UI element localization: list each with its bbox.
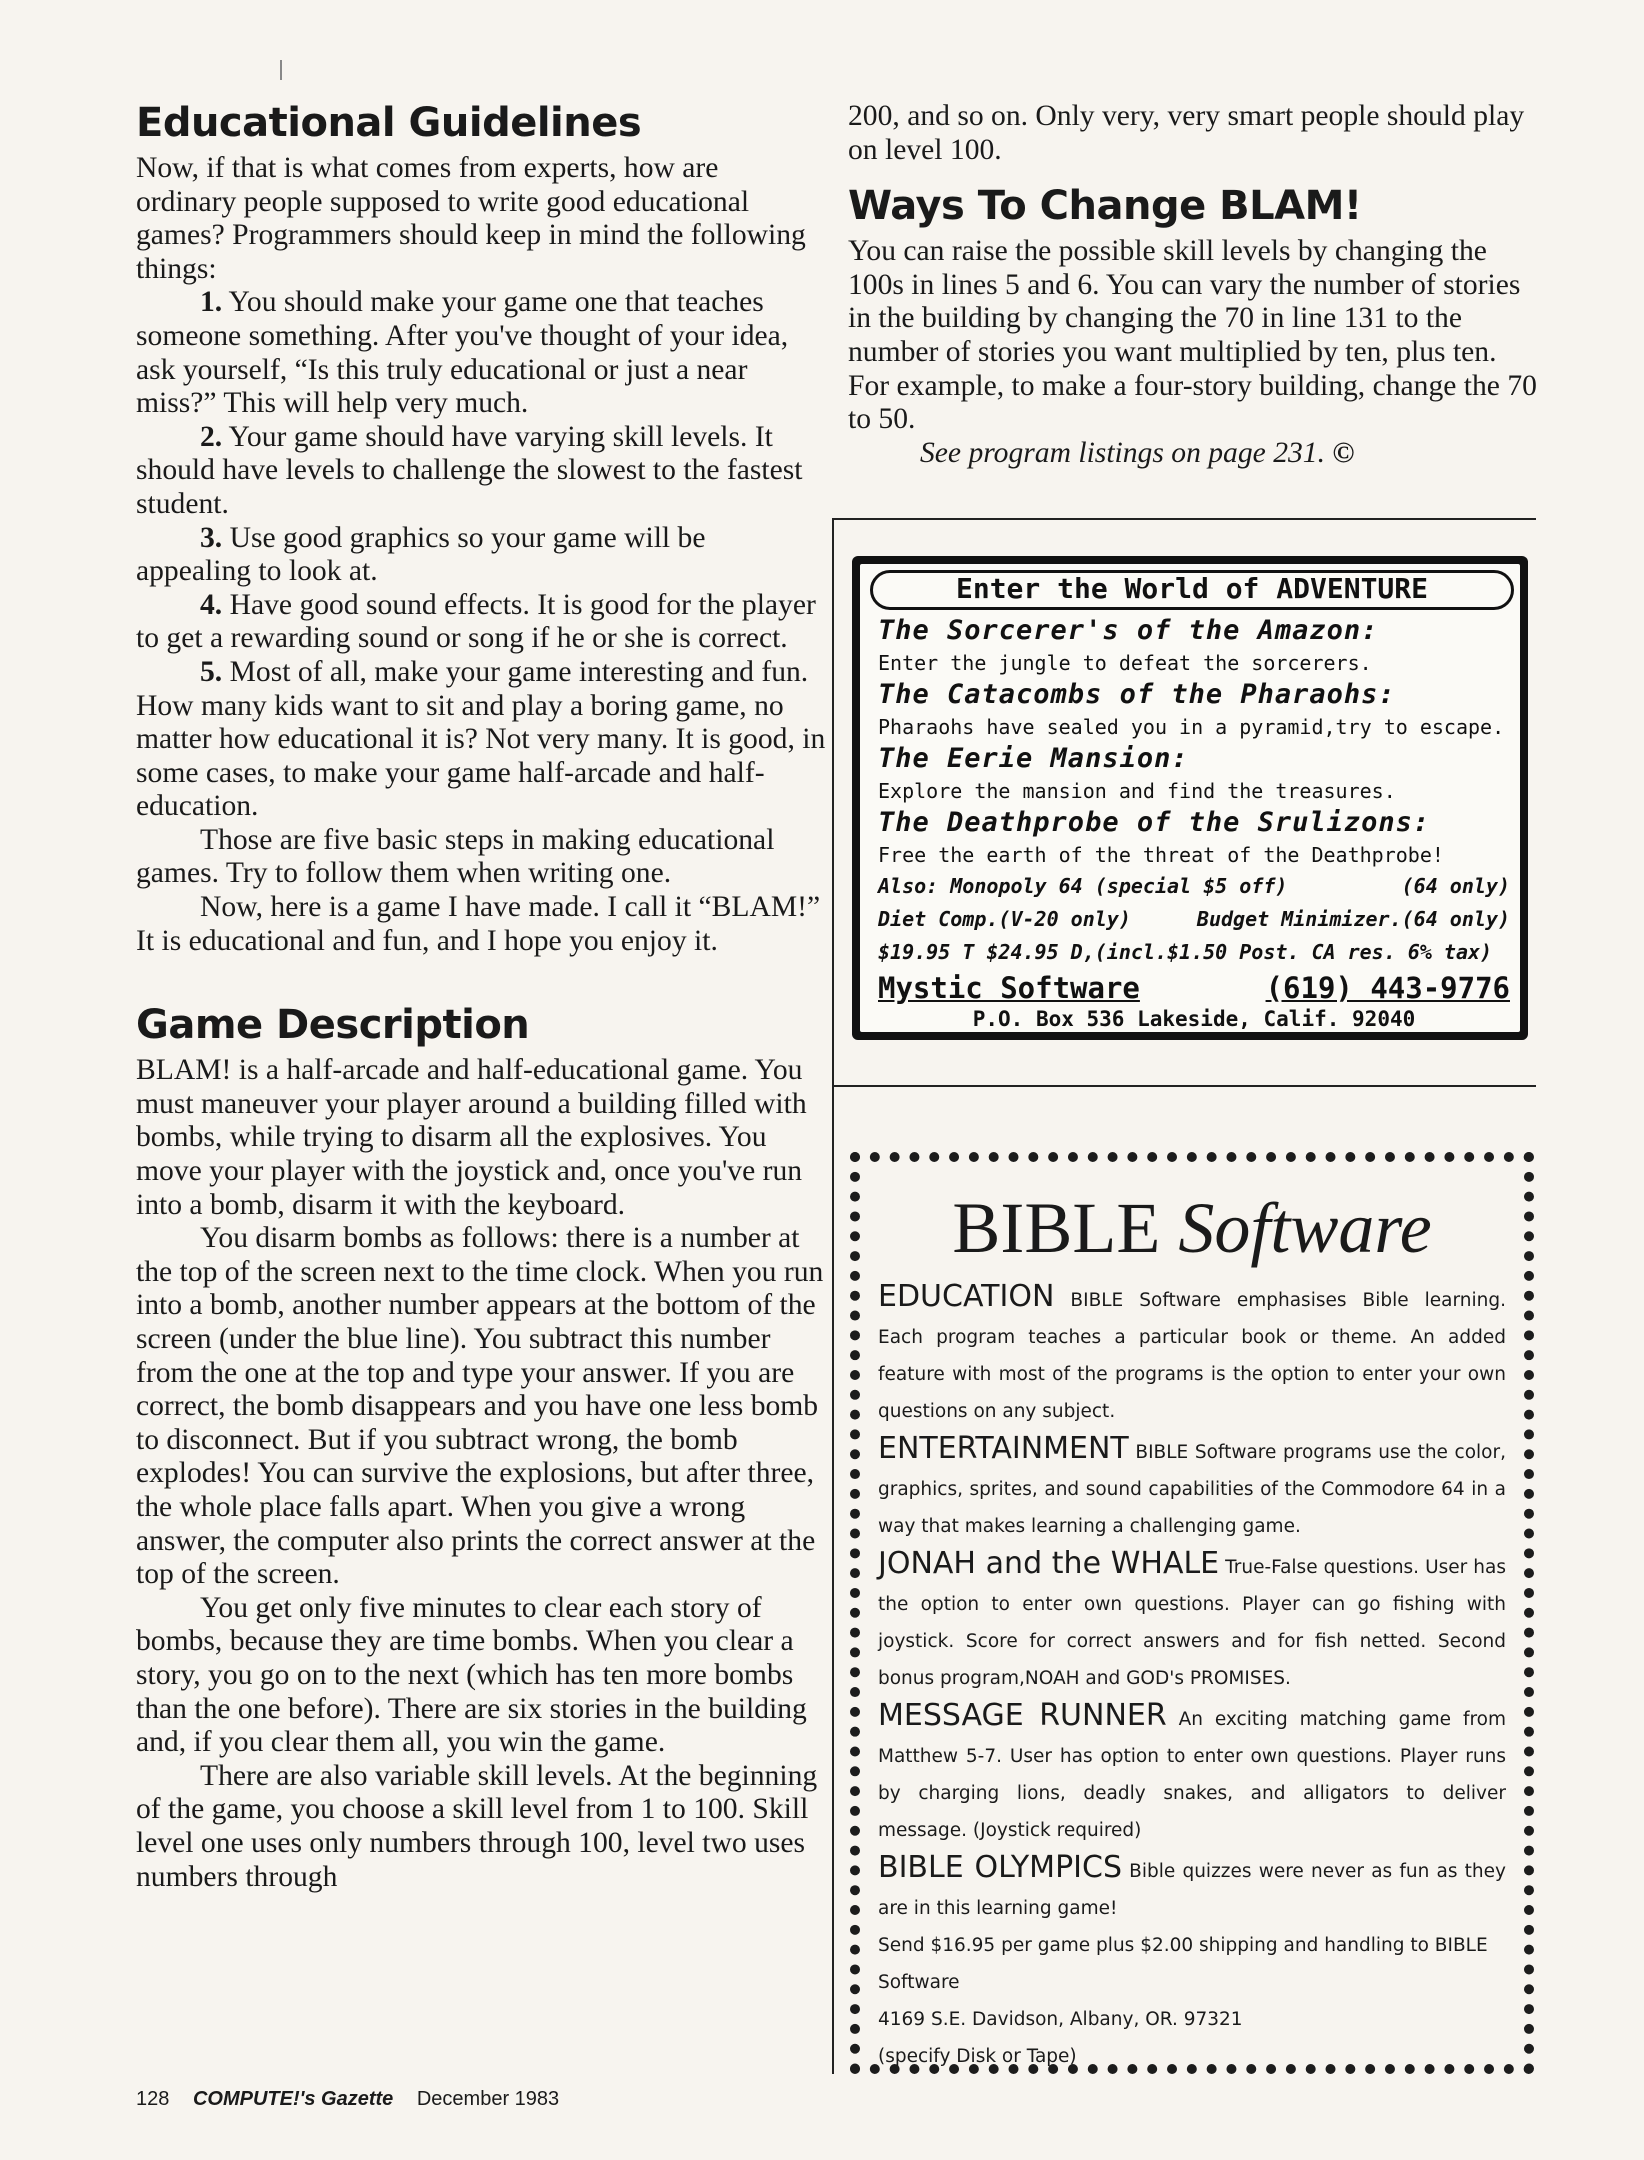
bible-section (878, 1430, 1506, 1545)
bible-section (878, 1278, 1506, 1430)
list-item (136, 286, 826, 420)
also-right: Budget Minimizer.(64 only) (1196, 907, 1510, 931)
game-title: The Sorcerer's of the Amazon: (878, 615, 1379, 646)
list-number: 1. (200, 286, 223, 319)
company-name: Mystic Software (878, 971, 1140, 1005)
game-title: The Eerie Mansion: (878, 743, 1189, 774)
list-text: Your game should have varying skill levels. It should have levels to challenge the slowest to the fastest student. (136, 420, 803, 520)
section-head: MESSAGE RUNNER (878, 1698, 1167, 1733)
right-column (848, 100, 1538, 470)
heading-educational-guidelines: Educational Guidelines (136, 100, 642, 146)
bible-title-a: BIBLE (952, 1188, 1161, 1268)
game-title: The Deathprobe of the Srulizons: (878, 807, 1431, 838)
ad-frame-left (832, 518, 834, 2074)
page-number: 128 (136, 2088, 170, 2110)
list-item (136, 522, 826, 589)
list-item (136, 589, 826, 656)
heading-game-description: Game Description (136, 1002, 530, 1049)
bible-section (878, 1849, 1506, 1927)
phone-number: (619) 443-9776 (1265, 971, 1510, 1005)
section-head: JONAH and the WHALE (878, 1546, 1220, 1581)
scan-mark (280, 60, 282, 80)
paragraph: There are also variable skill levels. At the beginning of the game, you choose a skill level from 1 to 100. Skill level one uses only numbers through 100, level two uses numbers through (136, 1759, 818, 1893)
bible-title-b: Software (1178, 1188, 1432, 1268)
game-title: The Catacombs of the Pharaohs: (878, 679, 1396, 710)
mystic-banner: Enter the World of ADVENTURE (870, 570, 1514, 610)
list-text: You should make your game one that teaches someone something. After you've thought of your idea, ask yourself, “Is this truly educational or just a near miss?” This will help very much. (136, 286, 789, 420)
list-item (136, 656, 826, 824)
bible-section (878, 1545, 1506, 1697)
section-text: Bible quizzes were never as fun as they are in this learning game! (878, 1861, 1506, 1919)
list-text: Have good sound effects. It is good for the player to get a rewarding sound or song if he or she is correct. (136, 588, 816, 655)
list-number: 2. (200, 420, 223, 453)
mystic-address: P.O. Box 536 Lakeside, Calif. 92040 (972, 1007, 1416, 1031)
paragraph: You can raise the possible skill levels by changing the 100s in lines 5 and 6. You can vary the number of stories in the building by changing the 70 in line 131 to the number of stories you want multiplied by ten, plus ten. For example, to make a four-story building, change the 70 to 50. (848, 235, 1537, 436)
bible-software-ad (850, 1152, 1534, 2074)
issue-date: December 1983 (416, 2088, 560, 2110)
list-number: 3. (200, 521, 223, 554)
also-line-1 (878, 870, 1510, 903)
mystic-ad-body (860, 564, 1520, 1032)
game-description: Enter the jungle to defeat the sorcerers. (878, 651, 1372, 675)
paragraph: Those are five basic steps in making educational games. Try to follow them when writing one. (136, 823, 775, 890)
see-listings: See program listings on page 231. (920, 436, 1325, 469)
also-left: Also: Monopoly 64 (special $5 off) (878, 874, 1288, 898)
list-item (136, 421, 826, 522)
game-description: Pharaohs have sealed you in a pyramid,try to escape. (878, 715, 1505, 739)
game-description: Free the earth of the threat of the Deathprobe! (878, 843, 1444, 867)
paragraph: You get only five minutes to clear each story of bombs, because they are time bombs. When you clear a story, you go on to the next (which has ten more bombs than the one before). There are six stories in the building and, if you clear them all, you win the game. (136, 1591, 807, 1759)
paragraph: BLAM! is a half-arcade and half-educational game. You must maneuver your player around a building filled with bombs, while trying to disarm all the explosives. You move your player with the joystick and, once you've run into a bomb, disarm it with the keyboard. (136, 1054, 807, 1221)
bible-address: 4169 S.E. Davidson, Albany, OR. 97321 (878, 2009, 1243, 2030)
order-info: Send $16.95 per game plus $2.00 shipping and handling to BIBLE Software (878, 1935, 1488, 1993)
ad-frame-top (832, 518, 1536, 520)
also-line-2 (878, 903, 1510, 936)
section-head: BIBLE OLYMPICS (878, 1850, 1122, 1885)
section-text: True-False questions. User has the option to enter own questions. Player can go fishing with joystick. Score for correct answers and for fish netted. Second bonus program,NOAH and GOD's PROMISES. (878, 1557, 1506, 1689)
bible-section (878, 1697, 1506, 1849)
page-footer (136, 2088, 559, 2111)
section-text: BIBLE Software emphasises Bible learning. Each program teaches a particular book or theme. An added feature with most of the programs is the option to enter your own questions on any subject. (878, 1290, 1506, 1422)
also-left: Diet Comp.(V-20 only) (878, 907, 1131, 931)
left-column (136, 100, 826, 1894)
paragraph: 200, and so on. Only very, very smart people should play on level 100. (848, 100, 1525, 166)
magazine-name: COMPUTE!'s Gazette (192, 2088, 394, 2110)
media-note: (specify Disk or Tape) (878, 2046, 1077, 2067)
paragraph: Now, here is a game I have made. I call it “BLAM!” It is educational and fun, and I hope you enjoy it. (136, 891, 821, 957)
paragraph: Now, if that is what comes from experts, how are ordinary people supposed to write good educational games? Programmers should keep in mind the following things: (136, 152, 806, 285)
section-head: ENTERTAINMENT (878, 1431, 1129, 1466)
also-right: (64 only) (1401, 874, 1510, 898)
section-text: An exciting matching game from Matthew 5-7. User has option to enter own questions. Player runs by charging lions, deadly snakes, and alligators to deliver message. (Joystick required) (878, 1709, 1506, 1841)
game-description: Explore the mansion and find the treasures. (878, 779, 1396, 803)
list-number: 4. (200, 588, 223, 621)
list-text: Use good graphics so your game will be appealing to look at. (136, 521, 706, 588)
section-text: BIBLE Software programs use the color, graphics, sprites, and sound capabilities of the Commodore 64 in a way that makes learning a challenging game. (878, 1442, 1506, 1537)
mystic-software-ad (852, 556, 1528, 1040)
heading-ways-to-change: Ways To Change BLAM! (848, 183, 1362, 230)
bible-title (878, 1182, 1506, 1274)
end-mark-icon: © (1332, 436, 1355, 469)
paragraph: You disarm bombs as follows: there is a number at the top of the screen next to the time clock. When you run into a bomb, another number appears at the bottom of the screen (under the blue line). You subtract this number from the one at the top and type your answer. If you are correct, the bomb disappears and you have one less bomb to disconnect. But if you subtract wrong, the bomb explodes! You can survive the explosions, but after three, the whole place falls apart. When you give a wrong answer, the computer also prints the correct answer at the top of the screen. (136, 1222, 824, 1591)
ad-divider (832, 1085, 1536, 1087)
list-number: 5. (200, 655, 223, 688)
section-head: EDUCATION (878, 1279, 1055, 1314)
program-listing-ref (848, 437, 1538, 471)
contact-line (878, 969, 1510, 1007)
list-text: Most of all, make your game interesting and fun. How many kids want to sit and play a boring game, no matter how educational it is? Not very many. It is good, in some cases, to make your game half-arcade and half-education. (136, 655, 826, 823)
price-line: $19.95 T $24.95 D,(incl.$1.50 Post. CA res. 6% tax) (878, 940, 1493, 964)
